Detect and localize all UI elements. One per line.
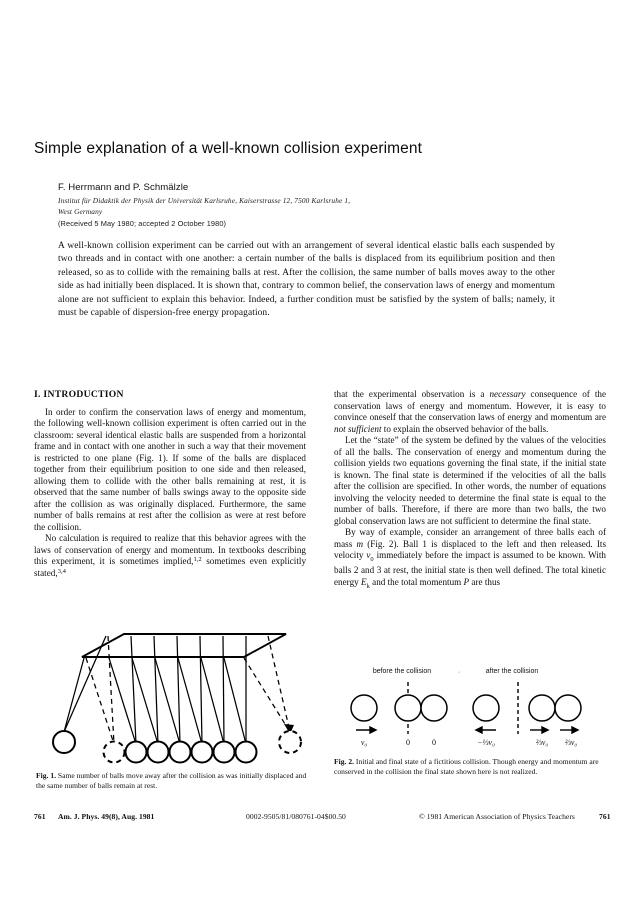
page-title: Simple explanation of a well-known collision experiment (34, 140, 423, 157)
footer-page-number-right: 761 (599, 812, 611, 821)
thread-group-displaced-left (64, 636, 106, 732)
label-before-zero-2: 0 (432, 738, 436, 747)
figure-2-after-title: after the collision (485, 668, 539, 675)
symbol-velocity-v: v (366, 550, 371, 560)
symbol-energy-E: E (361, 576, 367, 587)
paragraph-text-cont: sometimes even explicitly stated, (34, 556, 307, 578)
ball-2 (126, 742, 147, 763)
arrowhead-before-ball-1 (370, 727, 376, 733)
frame-top-face (82, 634, 286, 657)
ball-6 (214, 742, 235, 763)
received-date: (Received 5 May 1980; accepted 2 October 1980) (58, 219, 227, 228)
figure-2-before-title: before the collision (372, 668, 432, 675)
author-list: F. Herrmann and P. Schmälzle (58, 182, 189, 193)
right-column (334, 389, 606, 592)
abstract: A well-known collision experiment can be carried out with an arrangement of several identical elastic balls each suspended by two threads and in contact with one another: a certain number of the balls is displaced from its equilibrium position and then released, so as to collide with the remaining balls at rest. After the collision, the same number of balls moves away to the other side as had initially been displaced. It is shown that, contrary to common belief, the conservation laws of energy and momentum alone are not sufficient to explain this behavior. Indeed, a further condition must be satisfied by the system of balls; namely, it must be capable of dispersion-free energy propagation. (58, 241, 555, 319)
label-before-v0: v₀ (360, 738, 368, 747)
paragraph-right-3 (334, 527, 606, 592)
affiliation-line-1: Institut für Didaktik der Physik der Universität Karlsruhe, Kaiserstrasse 12, 7500 Karlsruhe 1, (58, 196, 351, 205)
after-ball-3 (555, 695, 581, 721)
symbol-momentum-P: P (463, 576, 470, 587)
label-before-zero-1: 0 (406, 738, 410, 747)
before-ball-1 (351, 695, 377, 721)
after-ball-2 (529, 695, 555, 721)
figure-2-after-balls (473, 695, 581, 721)
paragraph-text: No calculation is required to realize that this behavior agrees with the laws of conservation of energy and momentum. In textbooks describing this experiment, it is sometimes implied, (34, 533, 306, 566)
paragraph-right-1 (334, 389, 606, 435)
ball-displaced-left (53, 731, 75, 753)
affiliation-line-2: West Germany (58, 206, 103, 216)
emphasis-not-sufficient: not sufficient (334, 423, 382, 434)
left-column (34, 389, 306, 579)
label-after-v1: −⅓v₀ (477, 738, 495, 747)
paragraph-text-cont-2: immediately before the impact is assumed to be known. With balls 2 and 3 at rest, the initial state is then well defined. The total kinetic energy (334, 550, 606, 587)
figure-1-caption (36, 771, 314, 791)
separator-dot: · (458, 669, 461, 676)
figure-1-caption-text: Same number of balls move away after the collision as was initially displaced and the same number of balls remain at rest. (36, 771, 307, 791)
figure-2-caption (334, 757, 606, 777)
citation-ref-1-2: 1,2 (193, 556, 202, 564)
figure-2-label: Fig. 2. (334, 757, 355, 766)
thread-group-dashed-right (244, 636, 290, 732)
ball-swung-right-dashed (279, 731, 301, 753)
figure-2-svg (334, 664, 606, 756)
arrowhead-after-ball-3 (572, 727, 578, 733)
paragraph-text-end: are thus (469, 576, 501, 587)
thread-group-resting (109, 636, 246, 744)
before-ball-2 (395, 695, 421, 721)
figure-1-illustration (36, 628, 316, 768)
ball-7 (236, 742, 257, 763)
paragraph-intro-1 (34, 407, 306, 534)
paragraph-intro-2 (34, 533, 306, 579)
footer-article-code: 0002-9505/81/080761-04$00.50 (246, 812, 346, 821)
footer-copyright: © 1981 American Association of Physics Teachers (419, 812, 575, 821)
affiliation (58, 196, 578, 217)
after-ball-1 (473, 695, 499, 721)
symbol-velocity-subscript: 0 (370, 555, 374, 563)
paragraph-right-2 (334, 435, 606, 527)
arrowhead-after-ball-2 (542, 727, 548, 733)
paragraph-text: In order to confirm the conservation laws of energy and momentum, the following well-known collision experiment is often carried out in the classroom: several identical elastic balls are suspended from a horizontal frame and in contact with one another in such a way that their movement is restricted to one plane (Fig. 1). If some of the balls are displaced together from their equilibrium position to one side and then released, allowing them to collide with the other balls remaining at rest, it is observed that the same number of balls swings away to the opposite side after the collision as was originally displaced. Furthermore, the same number of balls remains at rest after the collision as were at rest before the collision. (34, 406, 306, 532)
footer-page-number-left: 761 (34, 812, 46, 821)
paragraph-text: that the experimental observation is a (334, 389, 490, 399)
paragraph-text: By way of example, consider an arrangement of three balls each of mass (334, 527, 606, 549)
figure-2-caption-text: Initial and final state of a fictitious collision. Though energy and momentum are conserved in the collision the final state shown here is not realized. (334, 757, 599, 777)
ball-4 (170, 742, 191, 763)
paragraph-text-cont: (Fig. 2). Ball 1 is displaced to the left and then released. Its velocity (334, 538, 607, 560)
ball-5 (192, 742, 213, 763)
footer-journal-citation: Am. J. Phys. 49(8), Aug. 1981 (58, 812, 155, 821)
paragraph-text: Let the “state” of the system be defined by the values of the velocities of all the balls. The conservation of energy and momentum during the collision yields two equations governing the final state, if the initial state is known. The final state is determined if the velocities of all the balls after the collision are specified. In other words, the number of equations involving the velocity needed to determine the final state is equal to the number of balls. Therefore, if there are more than two balls, the two global conservation laws are not sufficient to determine the final state. (334, 435, 606, 526)
before-ball-3 (421, 695, 447, 721)
symbol-energy-subscript: k (366, 582, 370, 590)
ball-3 (148, 742, 169, 763)
label-after-v3: ⅔v₀ (564, 738, 578, 747)
ball-1-rest-dashed (104, 742, 125, 763)
figure-2-illustration (334, 664, 606, 756)
ball-row (126, 742, 257, 763)
figure-1-svg (36, 628, 316, 768)
figure-1-label: Fig. 1. (36, 771, 57, 780)
symbol-mass-m: m (356, 538, 364, 549)
paragraph-text-cont-3: and the total momentum (369, 576, 464, 587)
paragraph-text-end: to explain the observed behavior of the balls. (381, 423, 549, 434)
emphasis-necessary: necessary (489, 389, 526, 399)
label-after-v2: ⅔v₀ (535, 738, 549, 747)
citation-ref-3-4: 3,4 (57, 567, 66, 575)
figure-2-before-balls (351, 695, 447, 721)
arrowhead-after-ball-1 (476, 727, 482, 733)
paragraph-text-cont: consequence of the conservation laws of energy and momentum. However, it is easy to convince oneself that the conservation laws of energy and momentum are (334, 389, 607, 422)
section-heading-introduction: I. INTRODUCTION (34, 389, 124, 400)
